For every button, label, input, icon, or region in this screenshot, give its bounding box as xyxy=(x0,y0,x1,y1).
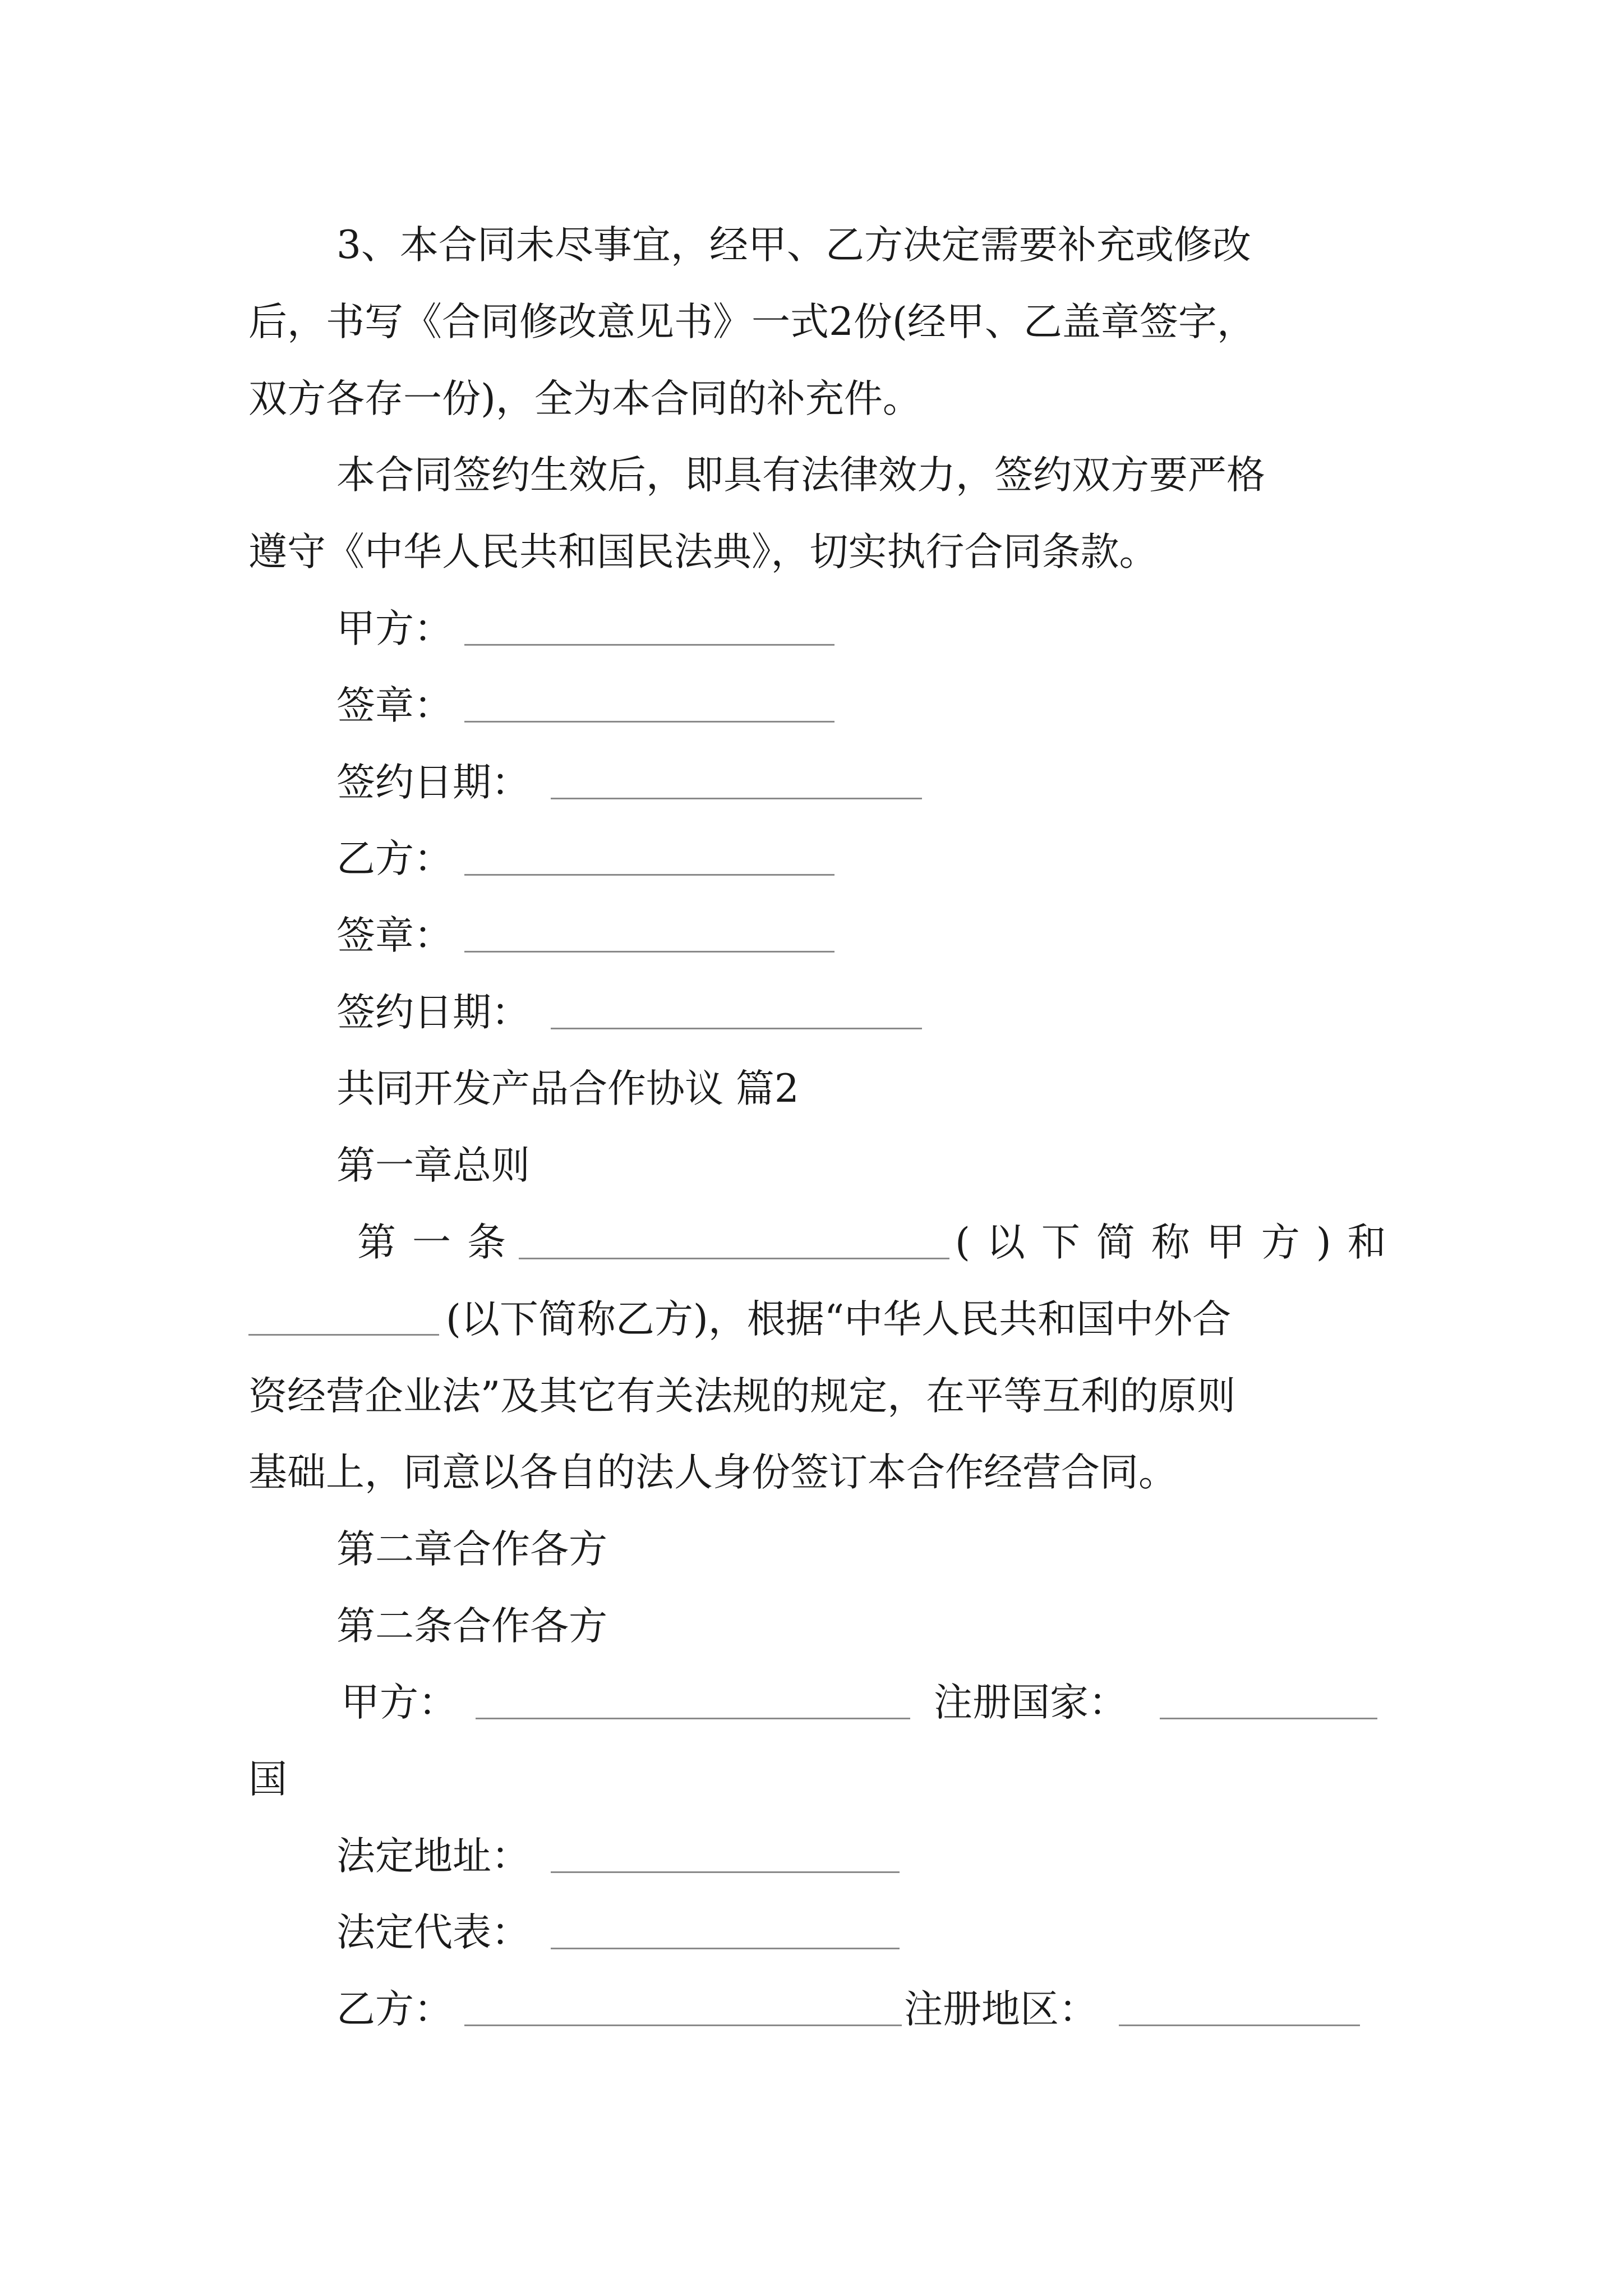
reg-country-label: 注册国家： xyxy=(934,1680,1127,1725)
date-a-blank xyxy=(551,798,922,799)
party-b-label: 乙方： xyxy=(336,836,453,881)
legal-address-label: 法定地址： xyxy=(336,1834,530,1879)
date-a-label: 签约日期： xyxy=(336,760,530,805)
party-b-blank xyxy=(464,874,834,876)
effect-line2: 遵守《中华人民共和国民法典》，切实执行合同条款。 xyxy=(248,530,1158,574)
seal-a-label: 签章： xyxy=(336,683,453,728)
parties-party-b-blank xyxy=(464,2024,902,2026)
party-a-blank xyxy=(464,644,834,646)
parties-party-b-label: 乙方： xyxy=(336,1987,453,2032)
clause3-line3: 双方各存一份)，全为本合同的补充件。 xyxy=(248,376,921,421)
parties-party-a-label: 甲方： xyxy=(341,1680,457,1725)
article1-line3: 资经营企业法”及其它有关法规的规定，在平等互利的原则 xyxy=(248,1374,1236,1419)
article1-blank-b xyxy=(248,1334,439,1336)
date-b-label: 签约日期： xyxy=(336,990,530,1035)
chapter2-heading: 第二章合作各方 xyxy=(336,1527,607,1572)
article2-heading: 第二条合作各方 xyxy=(336,1604,607,1649)
section-title: 共同开发产品合作协议 篇2 xyxy=(336,1066,799,1111)
date-b-blank xyxy=(551,1028,922,1029)
article1-line2: (以下简称乙方)，根据“中华人民共和国中外合 xyxy=(446,1297,1232,1342)
seal-b-label: 签章： xyxy=(336,913,453,958)
clause3-line1: 3、本合同未尽事宜，经甲、乙方决定需要补充或修改 xyxy=(336,223,1251,268)
effect-line1: 本合同签约生效后，即具有法律效力，签约双方要严格 xyxy=(336,453,1265,498)
country-suffix: 国 xyxy=(248,1757,287,1802)
seal-a-blank xyxy=(464,721,834,723)
party-a-label: 甲方： xyxy=(336,606,453,651)
legal-rep-label: 法定代表： xyxy=(336,1910,530,1955)
legal-address-blank xyxy=(551,1871,900,1873)
reg-country-blank xyxy=(1160,1718,1377,1719)
seal-b-blank xyxy=(464,951,834,953)
legal-rep-blank xyxy=(551,1948,900,1949)
article1-suffix: (以下简称甲方)和 xyxy=(955,1220,1403,1265)
article1-prefix: 第一条 xyxy=(357,1220,522,1265)
clause3-line2: 后，书写《合同修改意见书》一式2份(经甲、乙盖章签字， xyxy=(248,300,1256,344)
reg-region-blank xyxy=(1119,2024,1360,2026)
reg-region-label: 注册地区： xyxy=(904,1987,1098,2032)
article1-line4: 基础上，同意以各自的法人身份签订本合作经营合同。 xyxy=(248,1450,1177,1495)
article1-blank-a xyxy=(519,1258,949,1259)
chapter1-heading: 第一章总则 xyxy=(336,1143,530,1188)
parties-party-a-blank xyxy=(476,1718,910,1719)
